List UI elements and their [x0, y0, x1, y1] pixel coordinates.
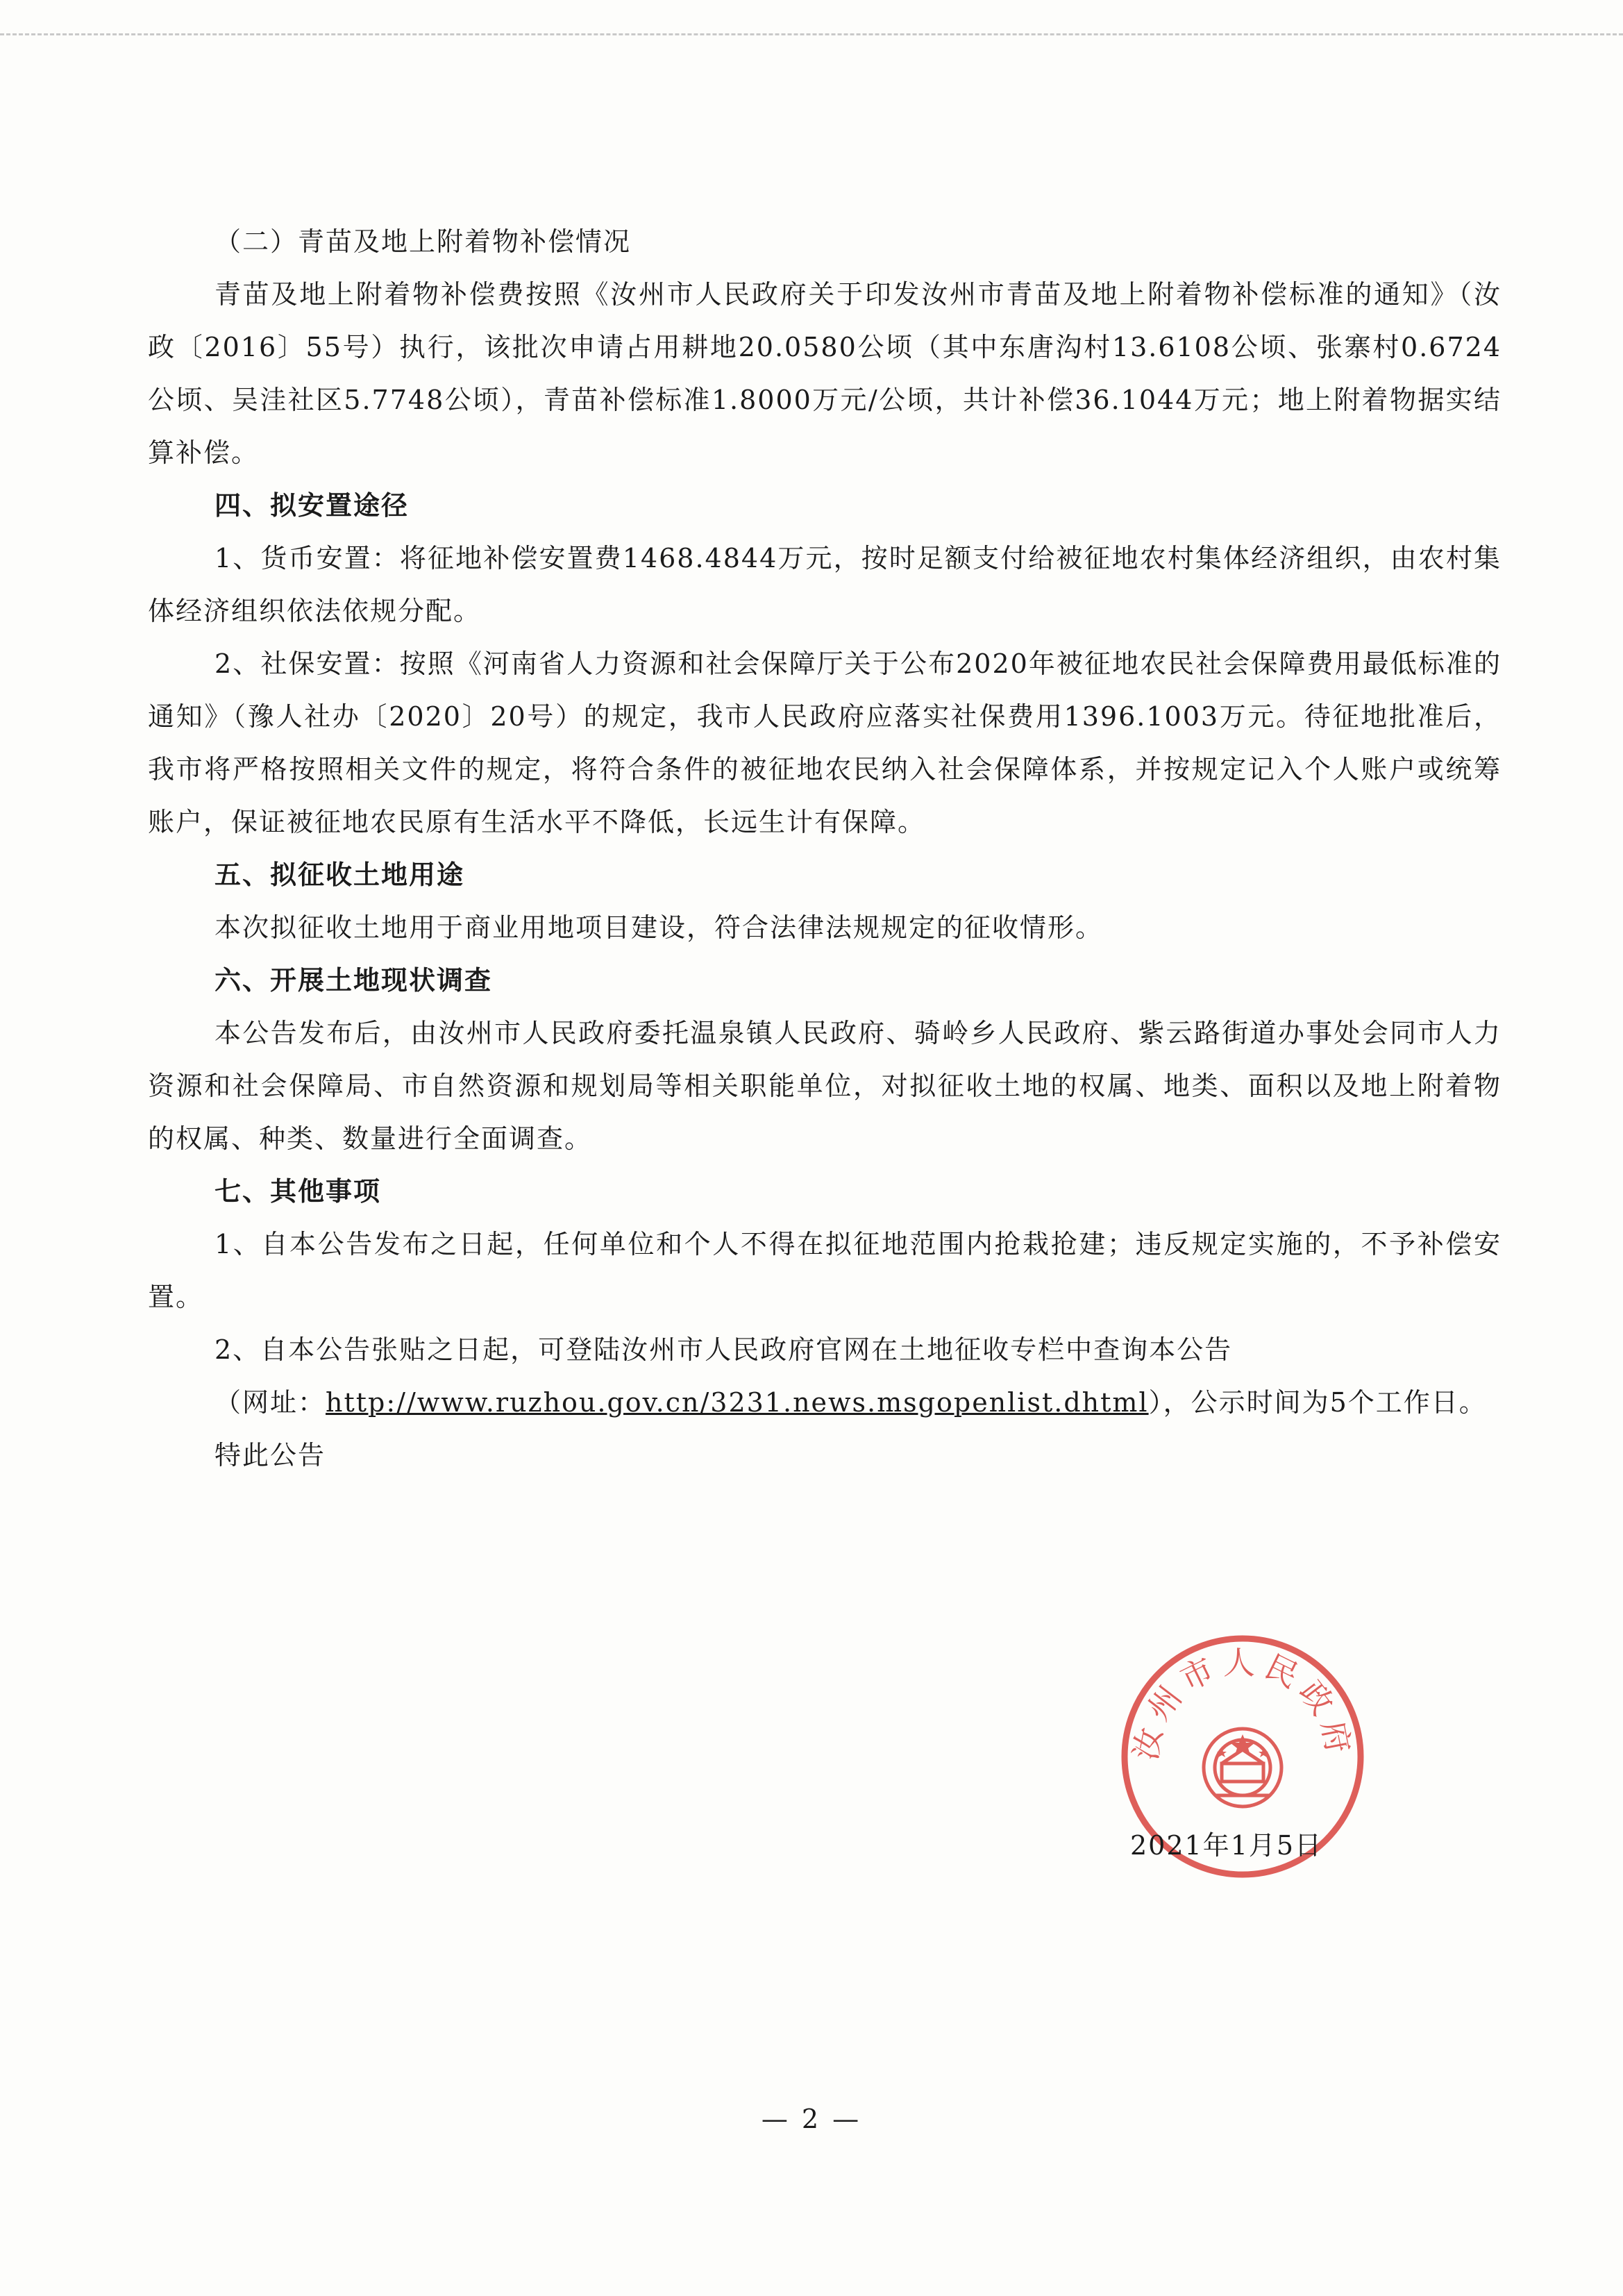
url-suffix: ），公示时间为5个工作日。	[1148, 1387, 1487, 1418]
section6-title: 六、开展土地现状调查	[215, 965, 493, 996]
section5-title: 五、拟征收土地用途	[215, 860, 465, 890]
notice-url-link[interactable]: http://www.ruzhou.gov.cn/3231.news.msgopenlist.dhtml	[326, 1387, 1149, 1418]
section4-item1: 1、货币安置：将征地补偿安置费1468.4844万元，按时足额支付给被征地农村集体经济组织，由农村集体经济组织依法依规分配。	[148, 543, 1502, 626]
section7-title: 七、其他事项	[215, 1176, 382, 1207]
section7-item2: 2、自本公告张贴之日起，可登陆汝州市人民政府官网在土地征收专栏中查询本公告	[215, 1334, 1233, 1365]
section-compensation-title: （二）青苗及地上附着物补偿情况	[215, 226, 632, 257]
section4-title: 四、拟安置途径	[215, 490, 410, 521]
section5-body: 本次拟征收土地用于商业用地项目建设，符合法律法规规定的征收情形。	[215, 912, 1104, 943]
document-body	[148, 215, 1502, 1482]
page-number: — 2 —	[761, 2104, 862, 2134]
url-prefix: （网址：	[215, 1387, 326, 1418]
section7-item1: 1、自本公告发布之日起，任何单位和个人不得在拟征地范围内抢栽抢建；违反规定实施的，不予补偿安置。	[148, 1229, 1502, 1312]
section-compensation-body: 青苗及地上附着物补偿费按照《汝州市人民政府关于印发汝州市青苗及地上附着物补偿标准的通知》（汝政〔2016〕55号）执行，该批次申请占用耕地20.0580公顷（其中东唐沟村13.6108公顷、张寨村0.6724公顷、吴洼社区5.7748公顷），青苗补偿标准1.8000万元/公顷，共计补偿36.1044万元；地上附着物据实结算补偿。	[148, 279, 1502, 468]
seal-text: 汝州市人民政府	[1126, 1644, 1359, 1763]
document-date: 2021年1月5日	[1130, 1830, 1323, 1861]
section4-item2: 2、社保安置：按照《河南省人力资源和社会保障厅关于公布2020年被征地农民社会保障费用最低标准的通知》（豫人社办〔2020〕20号）的规定，我市人民政府应落实社保费用1396.1003万元。待征地批准后，我市将严格按照相关文件的规定，将符合条件的被征地农民纳入社会保障体系，并按规定记入个人账户或统筹账户，保证被征地农民原有生活水平不降低，长远生计有保障。	[148, 648, 1502, 837]
section6-body: 本公告发布后，由汝州市人民政府委托温泉镇人民政府、骑岭乡人民政府、紫云路街道办事处会同市人力资源和社会保障局、市自然资源和规划局等相关职能单位，对拟征收土地的权属、地类、面积以及地上附着物的权属、种类、数量进行全面调查。	[148, 1018, 1502, 1154]
closing-text: 特此公告	[215, 1440, 326, 1470]
scan-top-edge	[0, 33, 1623, 35]
url-line	[148, 1376, 1502, 1429]
